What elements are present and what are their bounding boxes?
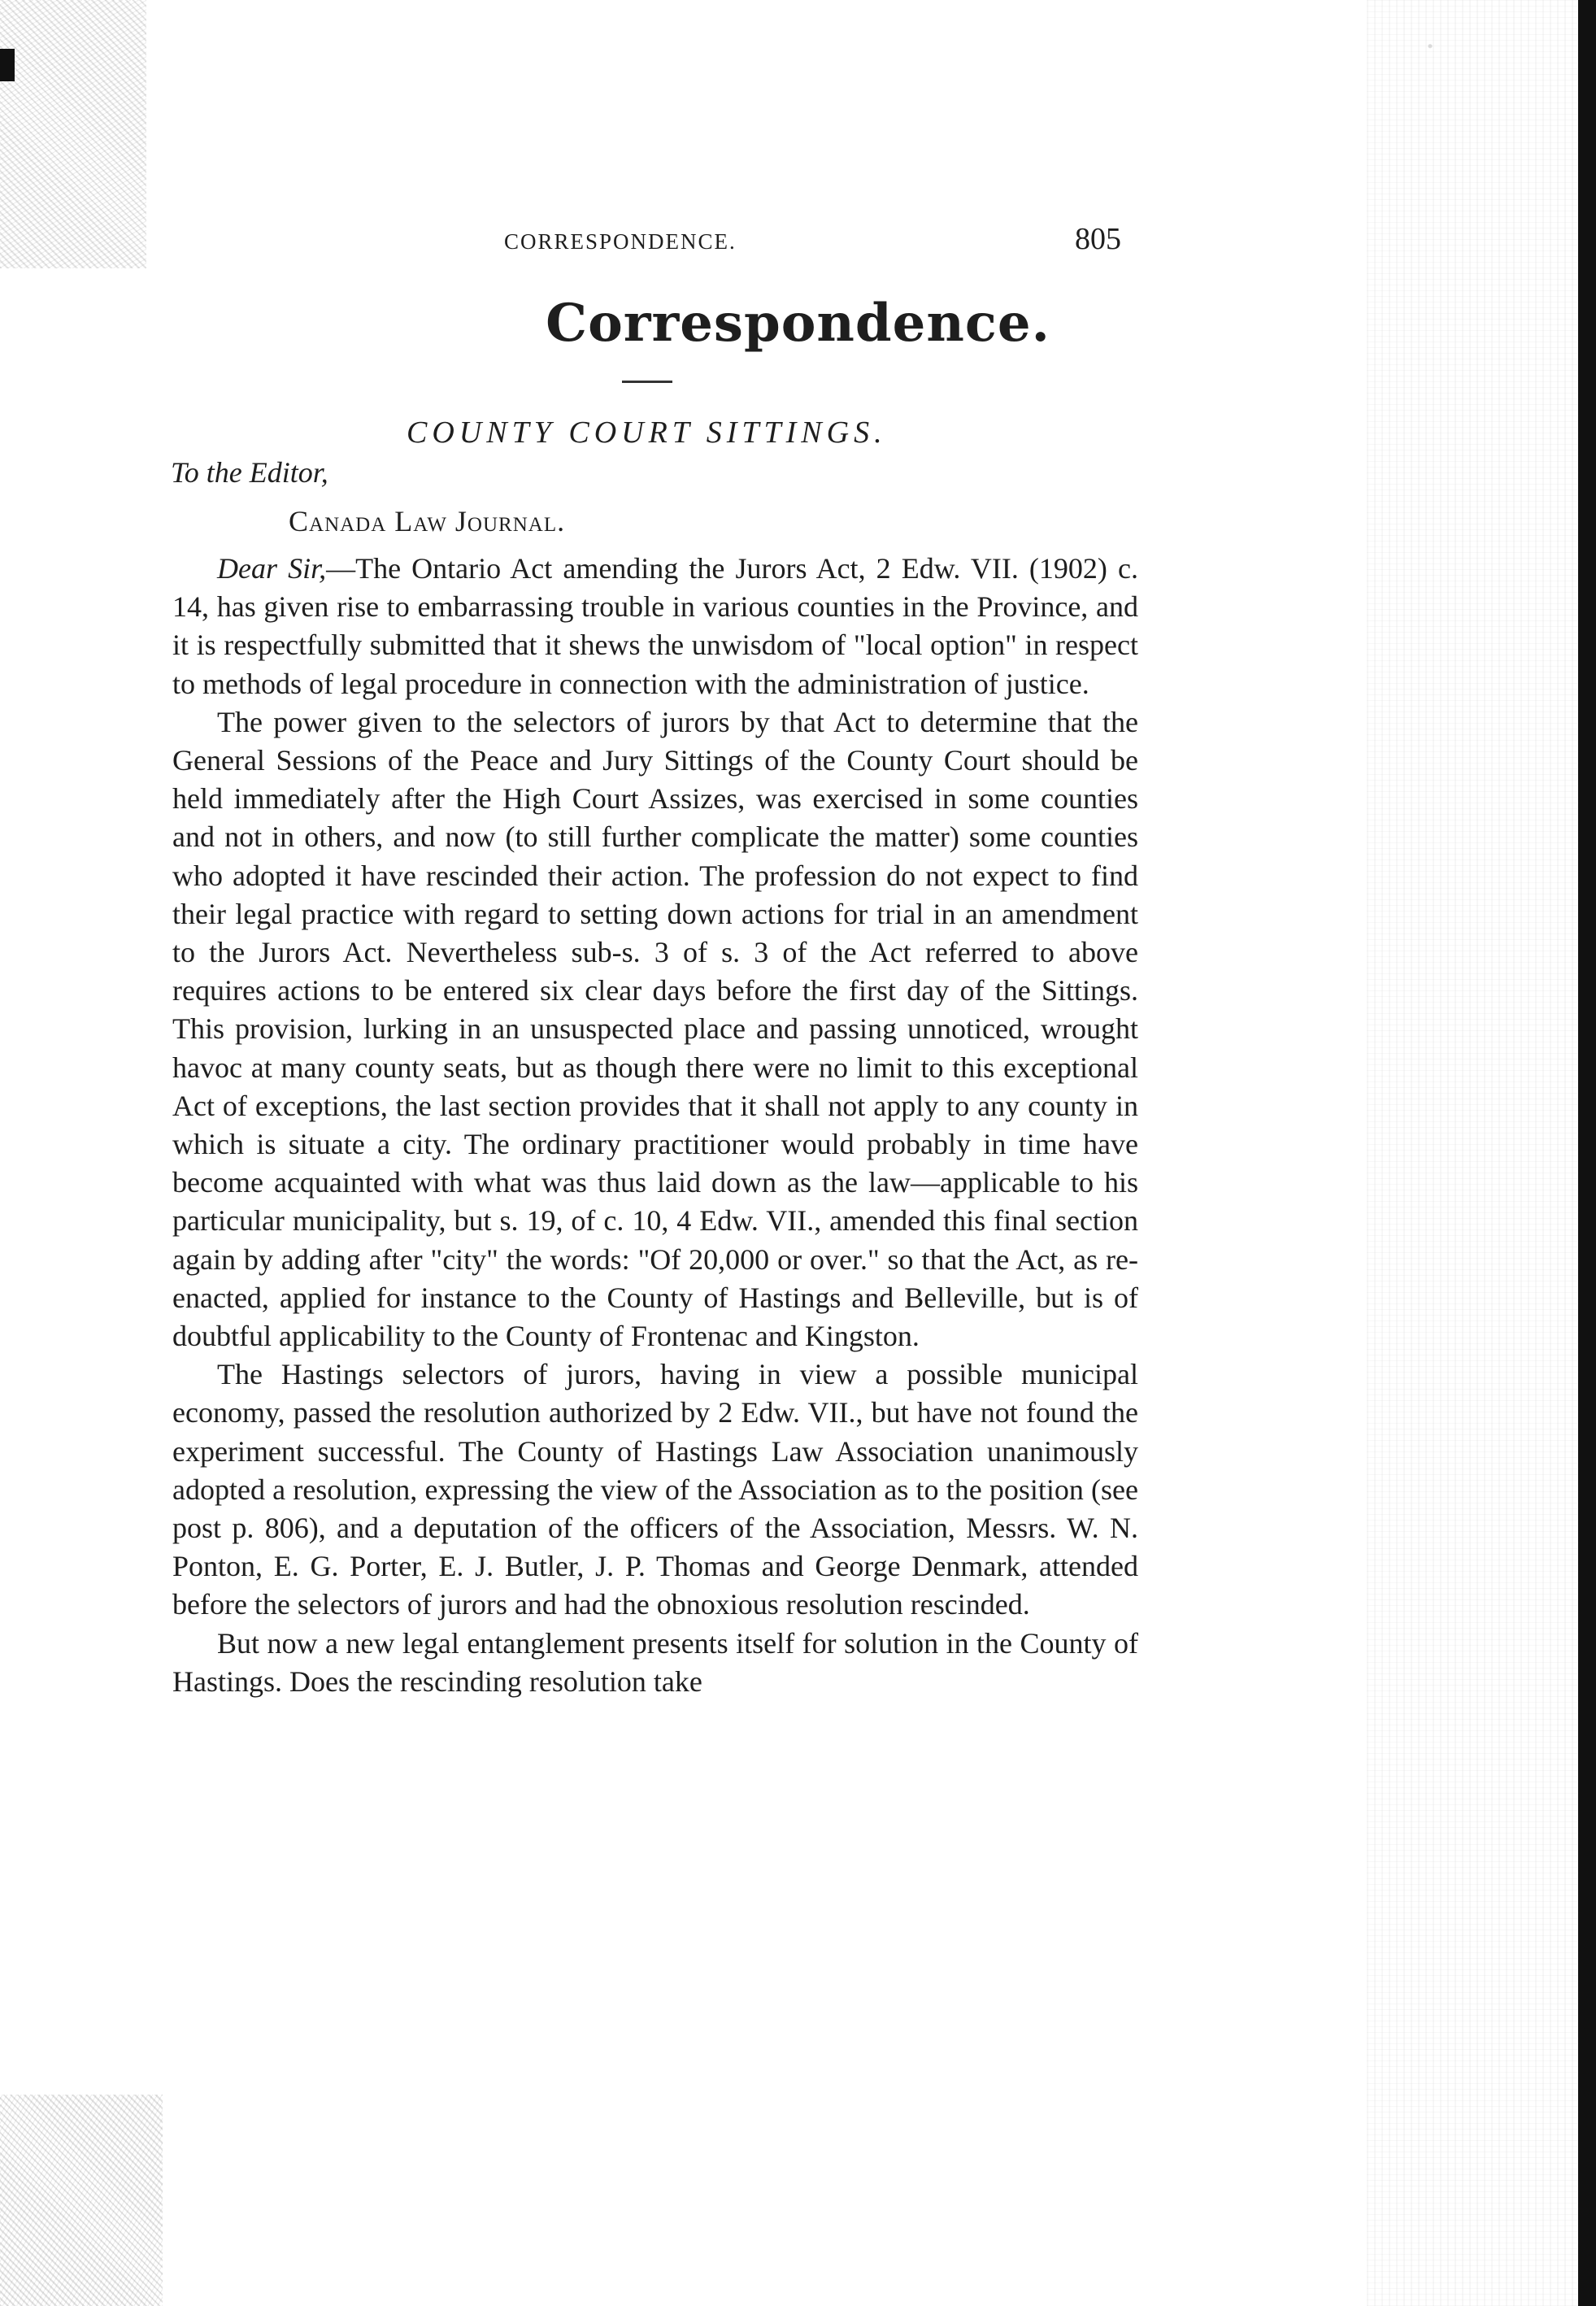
letter-paragraph-4: But now a new legal entanglement presents itself for solution in the County of Hastings. Does the rescinding resolution take [172, 1626, 1138, 1698]
article-subtitle: COUNTY COURT SITTINGS. [407, 416, 887, 450]
scan-corner-artifact-bottom [0, 2095, 163, 2306]
title-divider [622, 381, 672, 383]
letter-paragraph-3: The Hastings selectors of jurors, having in view a possible municipal economy, passed the resolution authorized by 2 Edw. VII., but have not found the experiment successful. The County of Hastings Law Association unanimously adopted a resolution, expressing the view of the Association as to the position (see post p. 806), and a deputation of the officers of the Association, Messrs. W. N. Ponton, E. G. Porter, E. J. Butler, J. P. Thomas and George Denmark, attended before the selectors of jurors and had the obnoxious resolution rescinded. [172, 1358, 1138, 1621]
letter-body [172, 550, 1138, 1701]
page-number: 805 [1075, 222, 1121, 256]
addressee: Canada Law Journal. [289, 505, 566, 537]
letter-paragraph-1 [172, 550, 1138, 703]
scan-corner-artifact-top [0, 0, 146, 268]
scan-binding-mark [0, 49, 15, 81]
section-title: Correspondence. [546, 293, 1050, 354]
letter-greeting: Dear Sir, [217, 552, 327, 585]
paragraph-text: —The Ontario Act amending the Jurors Act, 2 Edw. VII. (1902) c. 14, has given rise to embarrassing trouble in various counties in the Province, and it is respectfully submitted that it shews the unwisdom of "local option" in respect to methods of legal procedure in connection with the administration of justice. [172, 552, 1138, 700]
salutation: To the Editor, [171, 456, 328, 489]
letter-paragraph-2: The power given to the selectors of jurors by that Act to determine that the General Sessions of the Peace and Jury Sittings of the County Court should be held immediately after the High Court Assizes, was exercised in some counties and not in others, and now (to still further complicate the matter) some counties who adopted it have rescinded their action. The profession do not expect to find their legal practice with regard to setting down actions for trial in an amendment to the Jurors Act. Nevertheless sub-s. 3 of s. 3 of the Act referred to above requires actions to be entered six clear days before the first day of the Sittings. This provision, lurking in an unsuspected place and passing unnoticed, wrought havoc at many county seats, but as though there were no limit to this exceptional Act of exceptions, the last section provides that it shall not apply to any county in which is situate a city. The ordinary practitioner would probably in time have become acquainted with what was thus laid down as the law—applicable to his particular municipality, but s. 19, of c. 10, 4 Edw. VII., amended this final section again by adding after "city" the words: "Of 20,000 or over." so that the Act, as re-enacted, applied for instance to the County of Hastings and Belleville, but is of doubtful applicability to the County of Frontenac and Kingston. [172, 705, 1138, 1353]
running-head: CORRESPONDENCE. [504, 229, 737, 254]
